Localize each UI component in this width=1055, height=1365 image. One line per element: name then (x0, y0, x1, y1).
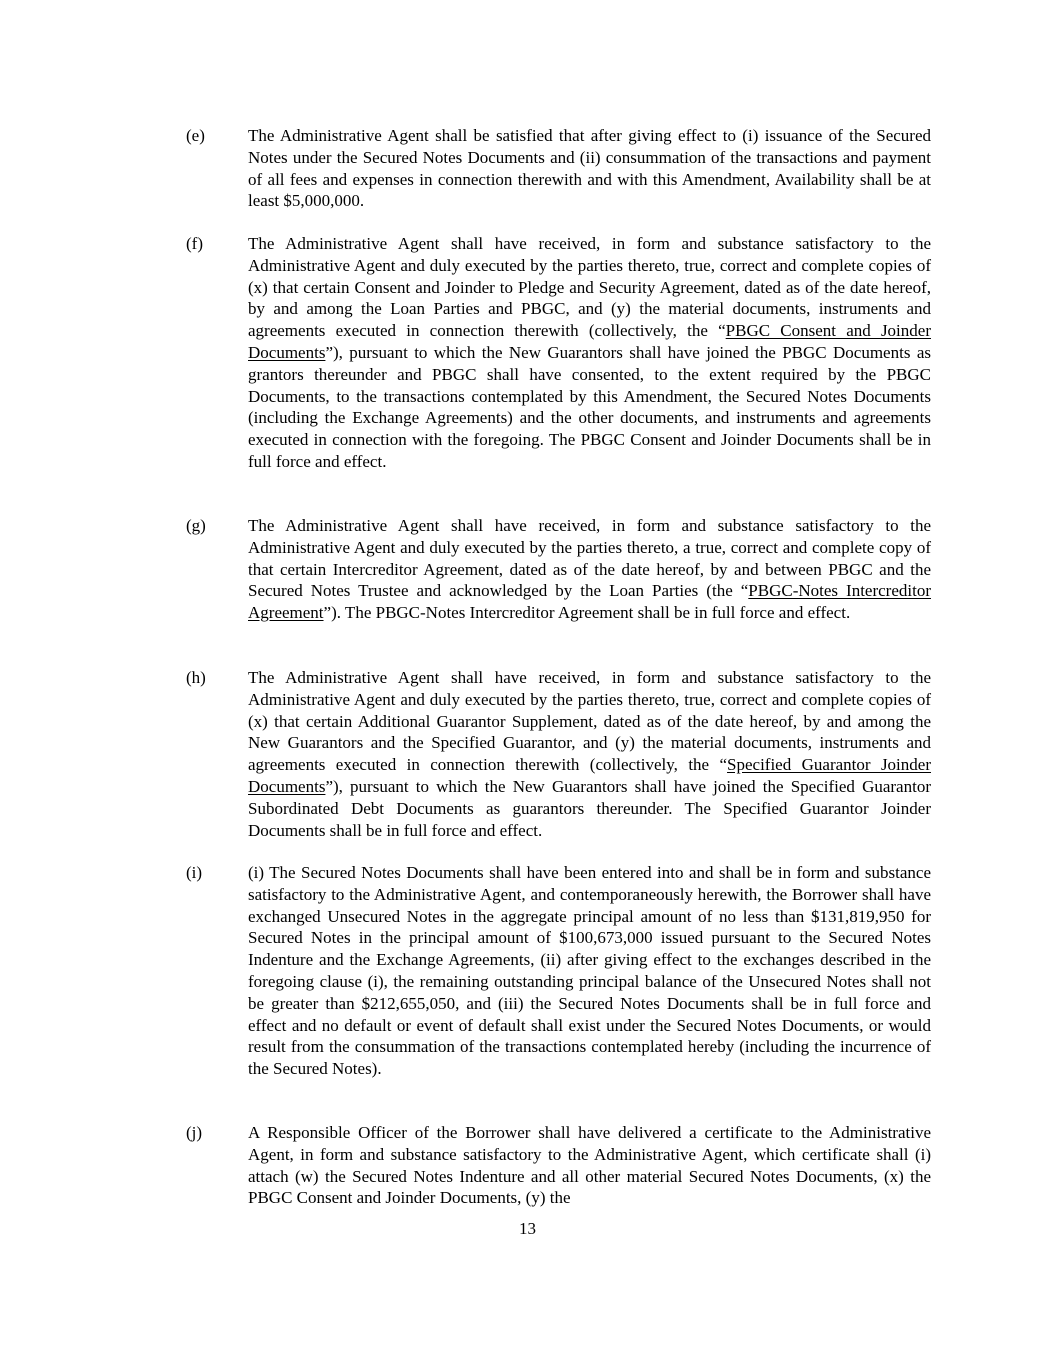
paragraph-label: (e) (186, 126, 205, 145)
defined-term: Specified Guarantor Joinder Documents (248, 755, 931, 796)
defined-term: PBGC Consent and Joinder Documents (248, 321, 931, 362)
paragraph-text (248, 667, 931, 841)
paragraph-text-after: ”). The PBGC-Notes Intercreditor Agreement shall be in full force and effect. (323, 603, 851, 623)
paragraph-h (186, 667, 931, 841)
paragraph-label: (g) (186, 516, 206, 535)
paragraph-text-after: ”), pursuant to which the New Guarantors shall have joined the Specified Guarantor Subordinated Debt Documents as guarantors thereunder. The Specified Guarantor Joinder Documents shall be in full force and effect. (248, 776, 931, 840)
paragraph-text-before: The Administrative Agent shall have received, in form and substance satisfactory to the Administrative Agent and duly executed by the parties thereto, true, correct and complete copies of (x) that certain Additional Guarantor Supplement, dated as of the date hereof, by and among the New Guarantors and the Specified Guarantor, and (y) the material documents, instruments and agreements executed in connection therewith (collectively, the “ (248, 668, 931, 775)
paragraph-text-after: ”), pursuant to which the New Guarantors shall have joined the PBGC Documents as grantors thereunder and PBGC shall have consented, to the extent required by the PBGC Documents, to the transactions contemplated by this Amendment, the Secured Notes Documents (including the Exchange Agreements) and the other documents, and instruments and agreements executed in connection with the foregoing. The PBGC Consent and Joinder Documents shall be in full force and effect. (248, 342, 931, 471)
page-number: 13 (519, 1219, 536, 1238)
paragraph-text-before: The Administrative Agent shall have received, in form and substance satisfactory to the Administrative Agent and duly executed by the parties thereto, true, correct and complete copies of (x) that certain Consent and Joinder to Pledge and Security Agreement, dated as of the date hereof, by and among the Loan Parties and PBGC, and (y) the material documents, instruments and agreements executed in connection therewith (collectively, the “ (248, 234, 931, 341)
defined-term: PBGC-Notes Intercreditor Agreement (248, 581, 931, 623)
paragraph-label: (i) (186, 863, 203, 882)
paragraph-label: (f) (186, 234, 203, 253)
paragraph-f (186, 233, 931, 473)
paragraph-label: (h) (186, 668, 206, 687)
paragraph-text-before: The Administrative Agent shall have received, in form and substance satisfactory to the Administrative Agent and duly executed by the parties thereto, a true, correct and complete copy of that certain Intercreditor Agreement, dated as of the date hereof, by and between PBGC and the Secured Notes Trustee and acknowledged by the Loan Parties (the “ (248, 516, 931, 601)
paragraph-text: A Responsible Officer of the Borrower shall have delivered a certificate to the Administrative Agent, in form and substance satisfactory to the Administrative Agent, which certificate shall (i) attach (w) the Secured Notes Indenture and all other material Secured Notes Documents, (x) the PBGC Consent and Joinder Documents, (y) the (248, 1123, 931, 1208)
paragraph-e (186, 125, 931, 212)
paragraph-text: (i) The Secured Notes Documents shall have been entered into and shall be in form and substance satisfactory to the Administrative Agent, and contemporaneously herewith, the Borrower shall have exchanged Unsecured Notes in the aggregate principal amount of no less than $131,819,950 for Secured Notes in the principal amount of $100,673,000 issued pursuant to the Secured Notes Indenture and the Exchange Agreements, (ii) after giving effect to the exchanges described in the foregoing clause (i), the remaining outstanding principal balance of the Unsecured Notes shall not be greater than $212,655,050, and (iii) the Secured Notes Documents shall be in full force and effect and no default or event of default shall exist under the Secured Notes Documents, or would result from the consummation of the transactions contemplated hereby (including the incurrence of the Secured Notes). (248, 863, 931, 1079)
paragraph-g (186, 515, 931, 624)
paragraph-i (186, 862, 931, 1080)
paragraph-text (248, 233, 931, 473)
paragraph-label: (j) (186, 1123, 203, 1142)
paragraph-text (248, 515, 931, 624)
paragraph-text: The Administrative Agent shall be satisfied that after giving effect to (i) issuance of the Secured Notes under the Secured Notes Documents and (ii) consummation of the transactions and payment of all fees and expenses in connection therewith and with this Amendment, Availability shall be at least $5,000,000. (248, 126, 931, 211)
paragraph-j (186, 1122, 931, 1209)
